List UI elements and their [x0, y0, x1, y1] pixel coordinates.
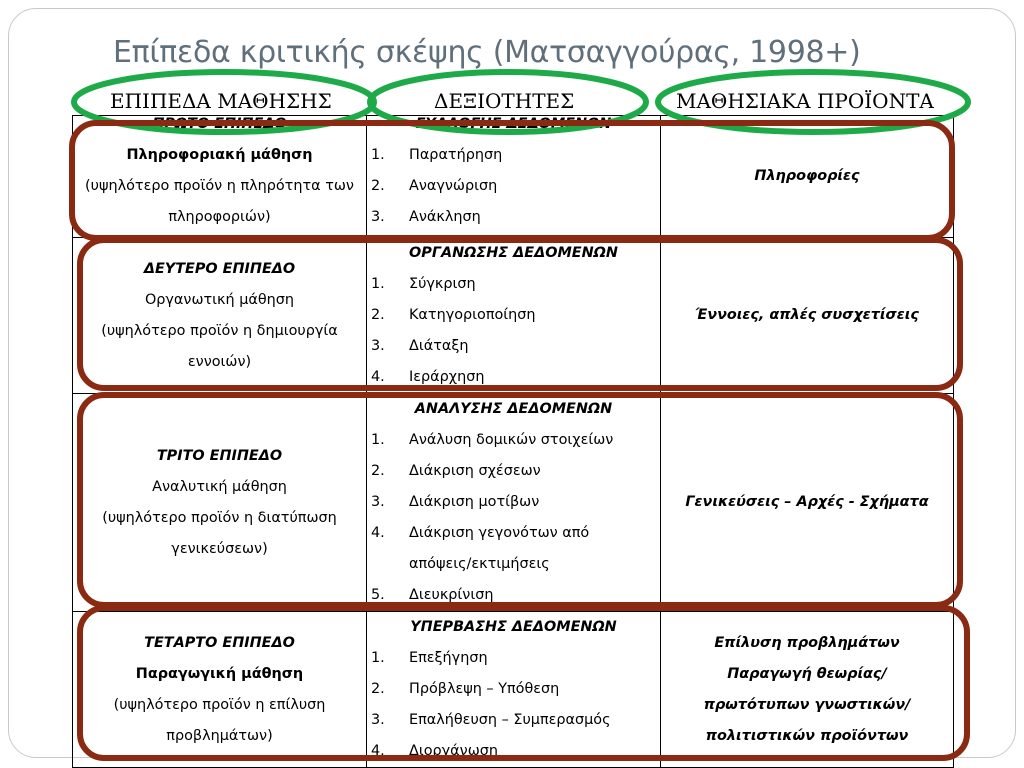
- list-item: 4. Ιεράρχηση: [371, 369, 485, 385]
- products-cell: [661, 612, 954, 768]
- level-cell: [73, 394, 367, 612]
- list-item: 3. Ανάκληση: [371, 209, 481, 225]
- header-products: ΜΑΘΗΣΙΑΚΑ ΠΡΟΪΟΝΤΑ: [676, 89, 934, 113]
- level-cell: [73, 238, 367, 394]
- product-text: Έννοιες, απλές συσχετίσεις: [695, 307, 919, 323]
- skills-heading: ΣΥΛΛΟΓΗΣ ΔΕΔΟΜΕΝΩΝ: [415, 116, 612, 132]
- table-row: [73, 612, 954, 768]
- products-cell: [661, 394, 954, 612]
- list-item: 2. Κατηγοριοποίηση: [371, 307, 536, 323]
- list-item: 1. Παρατήρηση: [371, 147, 503, 163]
- products-cell: [661, 116, 954, 238]
- level-type: Πληροφοριακή μάθηση: [126, 147, 313, 163]
- list-item: 1. Σύγκριση: [371, 276, 476, 292]
- level-cell: [73, 612, 367, 768]
- skills-cell: [367, 394, 661, 612]
- skills-heading: ΟΡΓΑΝΩΣΗΣ ΔΕΔΟΜΕΝΩΝ: [409, 245, 618, 261]
- list-item: 5. Διευκρίνιση: [371, 587, 494, 603]
- table-row: [73, 116, 954, 238]
- slide-title: Επίπεδα κριτικής σκέψης (Ματσαγγούρας, 1998+): [113, 35, 861, 70]
- level-desc: (υψηλότερο προϊόν η διατύπωση γενικεύσεων): [102, 509, 337, 557]
- level-title: ΤΡΙΤΟ ΕΠΙΠΕΔΟ: [156, 447, 283, 464]
- list-item: 2. Διάκριση σχέσεων: [371, 463, 541, 479]
- skills-cell: [367, 238, 661, 394]
- levels-table: [72, 115, 954, 768]
- product-text: Επίλυση προβλημάτων: [714, 634, 900, 651]
- list-item: 4. Διάκριση γεγονότων από απόψεις/εκτιμήσεις: [371, 525, 590, 572]
- table-row: [73, 238, 954, 394]
- table-row: [73, 394, 954, 612]
- product-text: Πληροφορίες: [754, 168, 860, 184]
- list-item: 2. Αναγνώριση: [371, 178, 498, 194]
- list-item: 3. Διάταξη: [371, 338, 469, 354]
- list-item: 2. Πρόβλεψη – Υπόθεση: [371, 681, 560, 697]
- list-item: 3. Επαλήθευση – Συμπερασμός: [371, 712, 611, 728]
- products-cell: [661, 238, 954, 394]
- level-type: Οργανωτική μάθηση: [144, 291, 295, 308]
- skills-cell: [367, 612, 661, 768]
- level-desc: (υψηλότερο προϊόν η επίλυση προβλημάτων): [113, 696, 326, 744]
- level-type: Αναλυτική μάθηση: [152, 478, 287, 495]
- list-item: 4. Διοργάνωση: [371, 743, 498, 759]
- header-levels: ΕΠΙΠΕΔΑ ΜΑΘΗΣΗΣ: [110, 89, 332, 113]
- skills-cell: [367, 116, 661, 238]
- list-item: 3. Διάκριση μοτίβων: [371, 494, 540, 510]
- product-text: Γενικεύσεις – Αρχές - Σχήματα: [685, 494, 929, 510]
- skills-heading: ΥΠΕΡΒΑΣΗΣ ΔΕΔΟΜΕΝΩΝ: [410, 619, 617, 635]
- list-item: 1. Επεξήγηση: [371, 650, 488, 666]
- level-desc: (υψηλότερο προϊόν η πληρότητα των πληροφοριών): [85, 178, 354, 225]
- level-desc: (υψηλότερο προϊόν η δημιουργία εννοιών): [101, 322, 338, 370]
- level-title: ΤΕΤΑΡΤΟ ΕΠΙΠΕΔΟ: [144, 634, 295, 651]
- header-skills: ΔΕΞΙΟΤΗΤΕΣ: [434, 89, 575, 113]
- level-title: ΠΡΩΤΟ ΕΠΙΠΕΔΟ: [152, 116, 287, 132]
- skills-heading: ΑΝΑΛΥΣΗΣ ΔΕΔΟΜΕΝΩΝ: [414, 401, 613, 417]
- product-text: Παραγωγή θεωρίας/πρωτότυπων γνωστικών/πολιτιστικών προϊόντων: [703, 665, 911, 744]
- level-cell: [73, 116, 367, 238]
- level-type: Παραγωγική μάθηση: [135, 665, 304, 682]
- list-item: 1. Ανάλυση δομικών στοιχείων: [371, 432, 614, 448]
- level-title: ΔΕΥΤΕΡΟ ΕΠΙΠΕΔΟ: [143, 260, 296, 277]
